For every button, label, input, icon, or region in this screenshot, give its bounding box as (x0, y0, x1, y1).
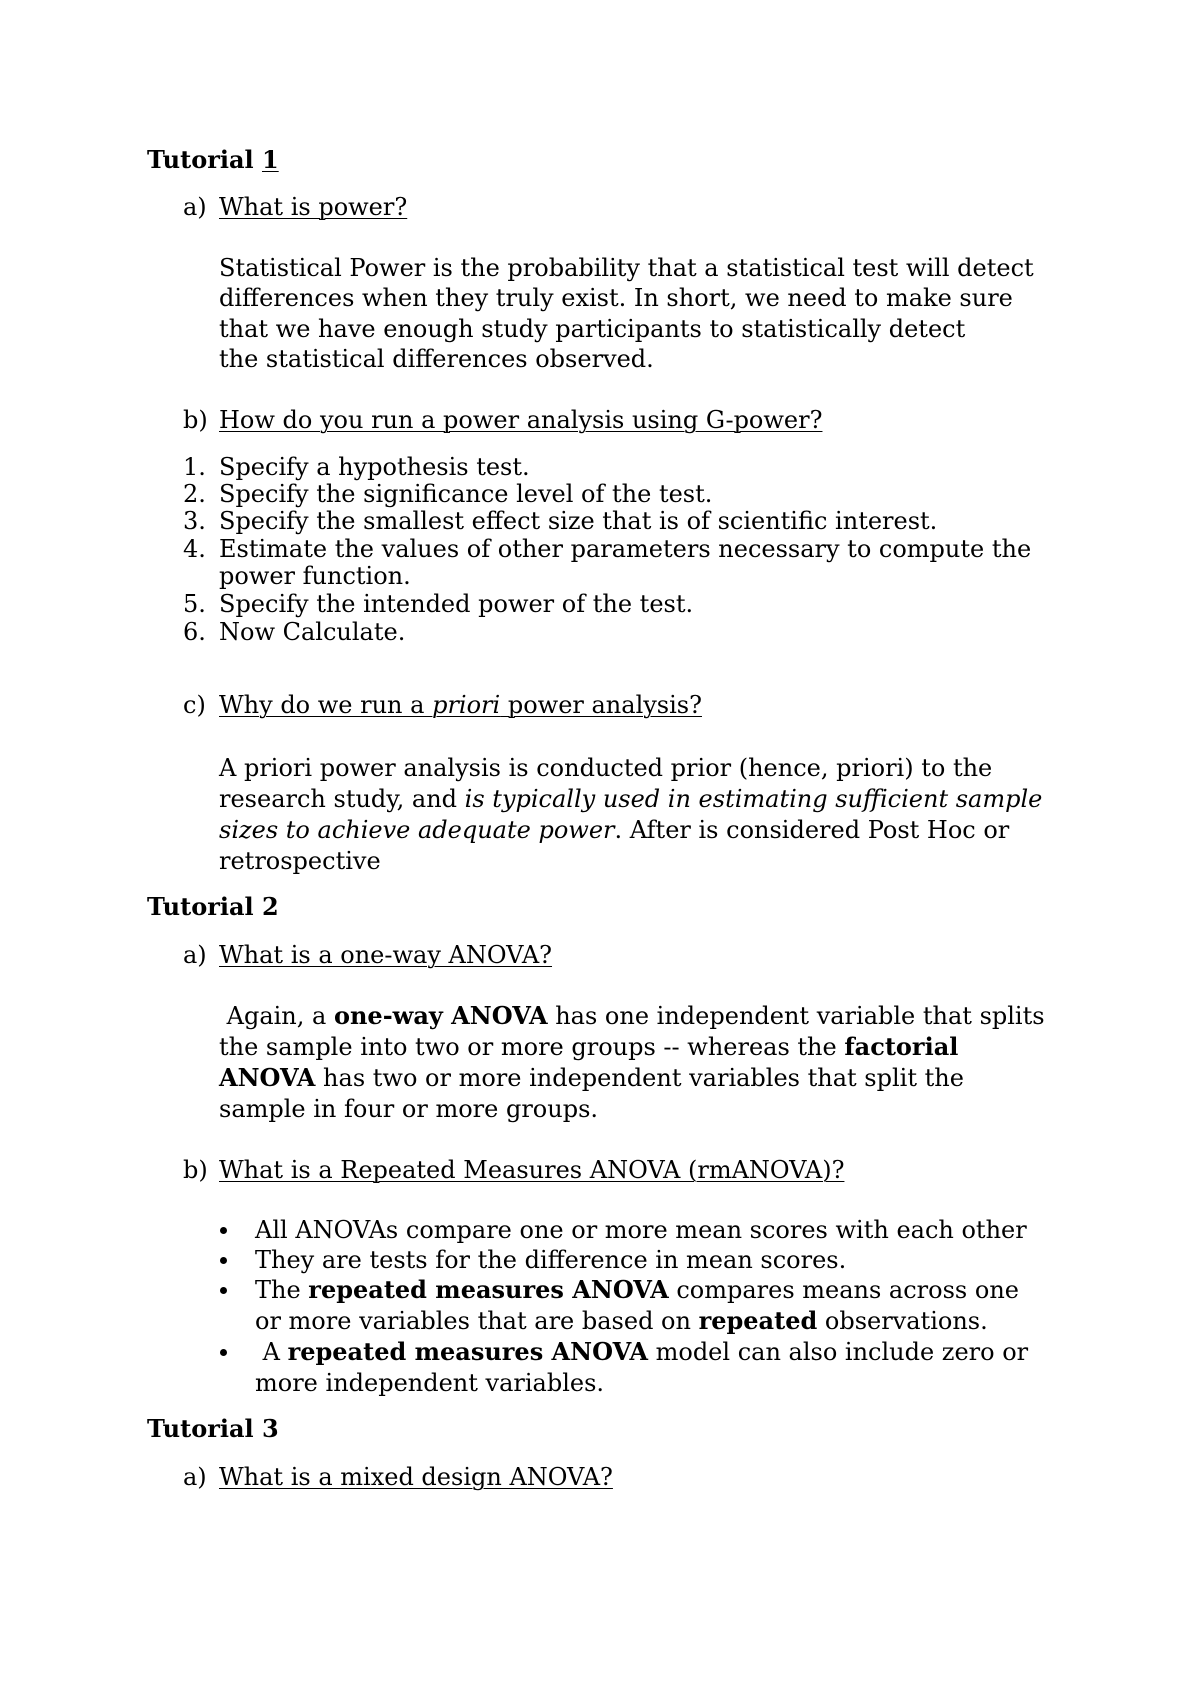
bullet-bold-text: repeated measures ANOVA (287, 1337, 648, 1366)
bullet-text-part: observations. (817, 1307, 988, 1335)
answer-line (219, 1032, 958, 1062)
answer-line: Statistical Power is the probability that a statistical test will detect (219, 254, 1034, 282)
bullet-dot (220, 1257, 227, 1264)
step-text-continued: power function. (219, 562, 411, 590)
bullet-text: They are tests for the difference in mean scores. (255, 1246, 847, 1274)
answer-line (219, 815, 1009, 845)
question-marker: c) (183, 691, 206, 719)
bullet-text-part: compares means across one (668, 1276, 1019, 1304)
question-marker: b) (183, 1156, 208, 1184)
bullet-dot (220, 1287, 227, 1294)
tutorial-3-heading: Tutorial 3 (147, 1414, 279, 1443)
question-one-way-anova: What is a one-way ANOVA? (219, 941, 553, 969)
question-marker: a) (183, 193, 207, 221)
question-a-priori (219, 690, 702, 720)
bullet-text-part: model can also include zero or (647, 1338, 1029, 1366)
bullet-text (255, 1337, 1028, 1367)
answer-text: has one independent variable that splits (547, 1002, 1045, 1030)
step-text: Specify the smallest effect size that is of scientific interest. (219, 507, 938, 535)
step-text: Now Calculate. (219, 618, 406, 646)
bullet-text-part: or more variables that are based on (255, 1307, 699, 1335)
tutorial-2-heading: Tutorial 2 (147, 892, 279, 921)
tutorial-1-title: Tutorial (147, 145, 262, 174)
bullet-text-part: A (255, 1338, 288, 1366)
answer-text: the sample into two or more groups -- whereas the (219, 1033, 845, 1061)
answer-bold-text: one-way ANOVA (333, 1001, 548, 1030)
answer-line: that we have enough study participants to statistically detect (219, 315, 966, 343)
answer-line: differences when they truly exist. In short, we need to make sure (219, 284, 1013, 312)
question-marker: a) (183, 1463, 207, 1491)
step-number: 4. (183, 535, 206, 563)
step-number: 2. (183, 480, 206, 508)
answer-italic-text: sizes to achieve adequate power (219, 816, 615, 844)
question-marker: b) (183, 406, 208, 434)
question-mixed-design-anova: What is a mixed design ANOVA? (219, 1463, 613, 1491)
step-text: Specify the intended power of the test. (219, 590, 694, 618)
answer-line (219, 1001, 1045, 1031)
question-text: power analysis? (500, 691, 702, 719)
bullet-dot (220, 1349, 227, 1356)
question-marker: a) (183, 941, 207, 969)
bullet-bold-text: repeated (698, 1306, 818, 1335)
step-number: 5. (183, 590, 206, 618)
step-text: Estimate the values of other parameters necessary to compute the (219, 535, 1032, 563)
bullet-text-continued (255, 1306, 988, 1336)
step-text: Specify the significance level of the test. (219, 480, 713, 508)
answer-bold-text: factorial (844, 1032, 959, 1061)
step-number: 6. (183, 618, 206, 646)
question-g-power: How do you run a power analysis using G-power? (219, 406, 823, 434)
answer-text: has two or more independent variables that split the (315, 1064, 964, 1092)
tutorial-1-heading (147, 145, 279, 175)
answer-line: retrospective (219, 847, 381, 875)
bullet-text: All ANOVAs compare one or more mean scores with each other (255, 1216, 1027, 1244)
bullet-text-continued: more independent variables. (255, 1369, 605, 1397)
answer-line: sample in four or more groups. (219, 1095, 599, 1123)
question-italic-text: priori (432, 691, 501, 719)
answer-bold-text: ANOVA (219, 1063, 316, 1092)
question-rmanova: What is a Repeated Measures ANOVA (rmANOVA)? (219, 1156, 845, 1184)
bullet-text (255, 1275, 1019, 1305)
step-text: Specify a hypothesis test. (219, 453, 530, 481)
step-number: 1. (183, 453, 206, 481)
question-what-is-power: What is power? (219, 193, 408, 221)
bullet-dot (220, 1227, 227, 1234)
bullet-bold-text: repeated measures ANOVA (308, 1275, 669, 1304)
question-text: Why do we run a (219, 691, 433, 719)
answer-line: A priori power analysis is conducted prior (hence, priori) to the (219, 754, 993, 782)
bullet-text-part: The (255, 1276, 309, 1304)
tutorial-1-number: 1 (261, 145, 279, 174)
answer-line: the statistical differences observed. (219, 345, 654, 373)
answer-text: research study, and (219, 785, 465, 813)
answer-text: Again, a (219, 1002, 334, 1030)
answer-italic-text: is typically used in estimating sufficient sample (464, 785, 1043, 813)
answer-text: . After is considered Post Hoc or (614, 816, 1010, 844)
answer-line (219, 1063, 964, 1093)
answer-line (219, 784, 1042, 814)
step-number: 3. (183, 507, 206, 535)
